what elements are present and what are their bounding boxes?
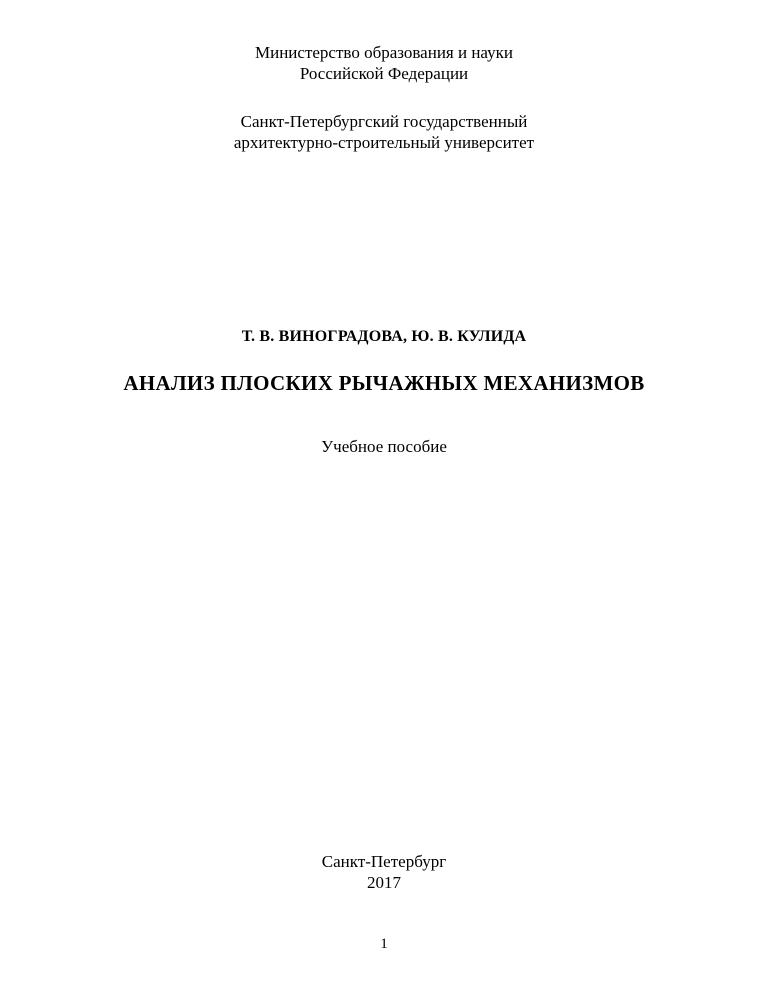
- ministry-line-2: Российской Федерации: [299, 64, 469, 83]
- university-line-2: архитектурно-строительный университет: [233, 133, 535, 152]
- publication-city: Санкт-Петербург: [321, 852, 447, 871]
- page-number: 1: [380, 936, 388, 952]
- authors: Т. В. ВИНОГРАДОВА, Ю. В. КУЛИДА: [241, 328, 527, 345]
- ministry-line-1: Министерство образования и науки: [255, 43, 513, 62]
- book-subtitle: Учебное пособие: [321, 437, 447, 456]
- book-title: АНАЛИЗ ПЛОСКИХ РЫЧАЖНЫХ МЕХАНИЗМОВ: [123, 371, 645, 395]
- university-line-1: Санкт-Петербургский государственный: [240, 112, 528, 131]
- publication-year: 2017: [367, 873, 401, 892]
